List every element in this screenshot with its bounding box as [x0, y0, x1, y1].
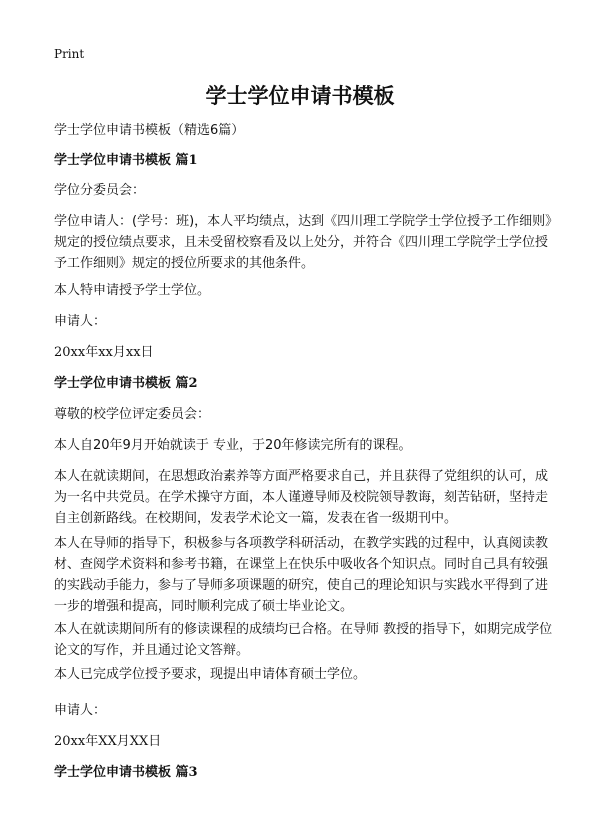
- paragraph: 尊敬的校学位评定委员会：: [54, 407, 211, 422]
- section-heading-2: 学士学位申请书模板 篇2: [54, 376, 198, 391]
- paragraph: 学位申请人：(学号：班)，本人平均绩点，达到《四川理工学院学士学位授予工作细则》规定的授位绩点要求，且未受留校察看及以上处分，并符合《四川理工学院学士学位授予工作细则》规定的授位所要求的其他条件。: [54, 214, 552, 271]
- section-heading-1: 学士学位申请书模板 篇1: [54, 153, 198, 168]
- paragraph: 本人自20年9月开始就读于 专业，于20年修读完所有的课程。: [54, 438, 412, 453]
- date-line: 20xx年xx月xx日: [54, 345, 154, 360]
- document-subtitle: 学士学位申请书模板（精选6篇）: [54, 123, 245, 138]
- paragraph: 本人特申请授予学士学位。: [54, 283, 211, 298]
- print-link[interactable]: Print: [54, 47, 85, 61]
- paragraph: 学位分委员会：: [54, 183, 146, 198]
- paragraph: 本人在就读期间所有的修读课程的成绩均已合格。在导师 教授的指导下，如期完成学位论文的写作，并且通过论文答辩。: [54, 622, 553, 658]
- page-title: 学士学位申请书模板: [205, 84, 395, 108]
- date-line: 20xx年XX月XX日: [54, 734, 162, 749]
- paragraph: 本人在导师的指导下，积极参与各项教学科研活动，在教学实践的过程中，认真阅读教材、查阅学术资料和参考书籍，在课堂上在快乐中吸收各个知识点。同时自己具有较强的实践动手能力，参与了导师多项课题的研究，使自己的理论知识与实践水平得到了进一步的增强和提高，同时顺利完成了硕士毕业论文。: [54, 536, 549, 614]
- section-heading-3: 学士学位申请书模板 篇3: [54, 765, 198, 780]
- paragraph: 本人已完成学位授予要求，现提出申请体育硕士学位。: [54, 667, 367, 682]
- paragraph: 申请人：: [54, 703, 107, 718]
- paragraph: 申请人：: [54, 314, 107, 329]
- paragraph: 本人在就读期间，在思想政治素养等方面严格要求自己，并且获得了党组织的认可，成为一名中共党员。在学术操守方面，本人谨遵导师及校院领导教诲，刻苦钻研，坚持走自主创新路线。在校期间，发表学术论文一篇，发表在省一级期刊中。: [54, 469, 549, 526]
